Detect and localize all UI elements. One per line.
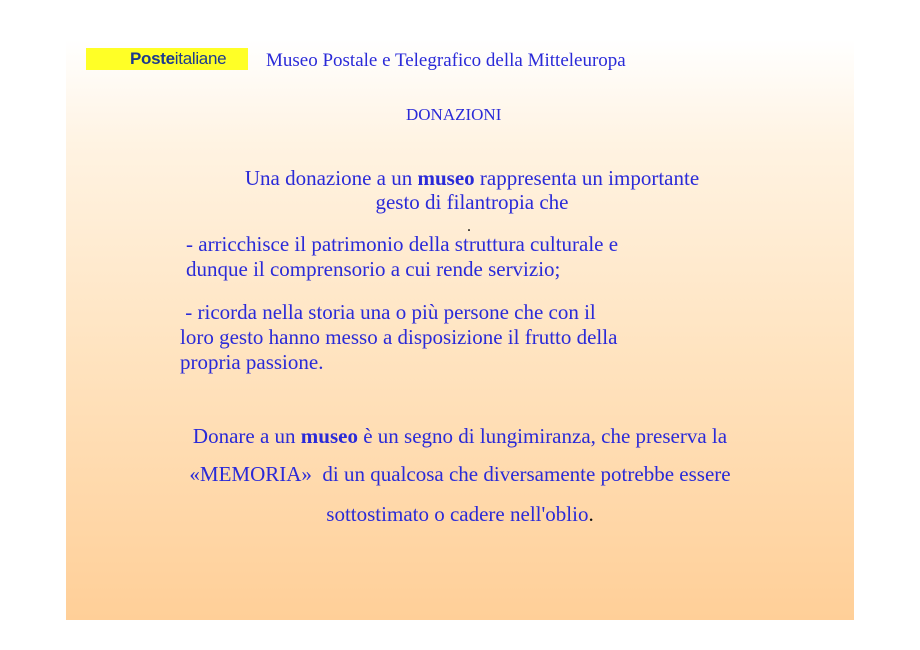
intro-museo-bold: museo — [417, 166, 475, 190]
bullet-2-line-1: - ricorda nella storia una o più persone che con il — [180, 300, 596, 324]
closing-period: . — [588, 502, 594, 526]
closing-line-1 — [100, 424, 820, 448]
bullet-item-1 — [186, 232, 618, 282]
intro-line-1 — [172, 166, 772, 190]
intro-line-2: gesto di filantropia che — [375, 190, 569, 214]
closing-line-2: «MEMORIA» di un qualcosa che diversamente potrebbe essere — [189, 462, 731, 486]
poste-italiane-logo — [86, 48, 248, 70]
closing-line-1-end: è un segno di lungimiranza, che preserva la — [357, 424, 728, 448]
logo-brand-bold: Poste — [130, 49, 175, 68]
intro-paragraph — [172, 166, 772, 214]
bullet-2-line-2: loro gesto hanno messo a disposizione il frutto della — [180, 325, 618, 349]
closing-museo-bold: museo — [300, 424, 358, 448]
logo-brand-regular: italiane — [174, 49, 227, 68]
intro-line-1-end: rappresenta un importante — [474, 166, 700, 190]
bullet-1-line-2: dunque il comprensorio a cui rende servizio; — [186, 257, 561, 281]
bullet-item-2 — [180, 300, 617, 375]
intro-line-1-start: Una donazione a un — [244, 166, 418, 190]
museum-title: Museo Postale e Telegrafico della Mitteleuropa — [266, 50, 626, 71]
closing-line-3 — [100, 502, 820, 526]
bullet-2-line-3: propria passione. — [180, 350, 324, 374]
bullet-1-line-1: - arricchisce il patrimonio della struttura culturale e — [186, 232, 619, 256]
stray-dot: . — [467, 218, 471, 235]
section-heading: DONAZIONI — [406, 105, 502, 124]
closing-line-3-text: sottostimato o cadere nell'oblio — [326, 502, 589, 526]
closing-line-1-start: Donare a un — [192, 424, 301, 448]
logo-text — [130, 49, 226, 69]
